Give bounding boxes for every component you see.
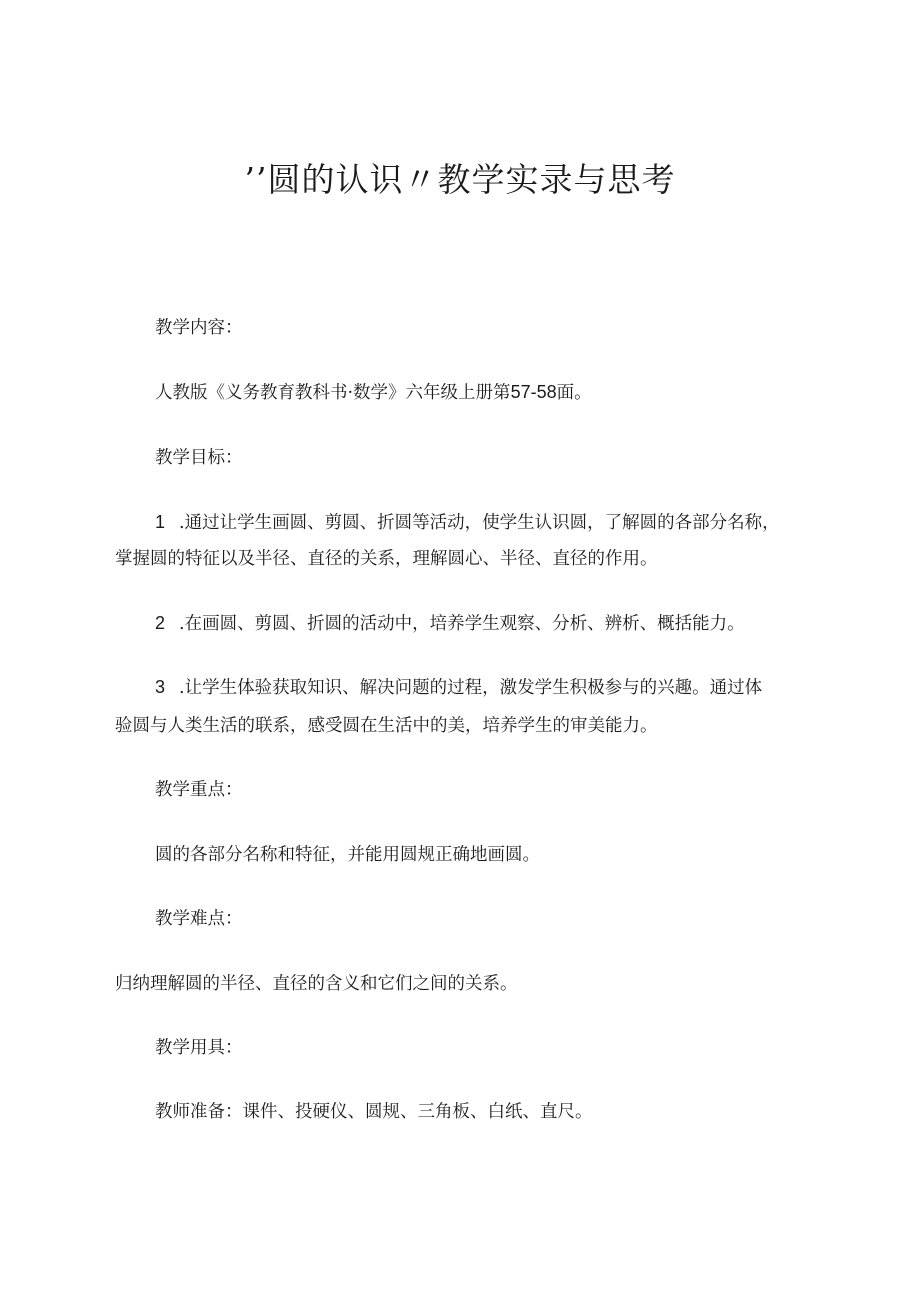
goal-2-line-1 (155, 611, 745, 636)
tools-heading: 教学用具： (155, 1038, 243, 1058)
difficulty-text: 归纳理解圆的半径、直径的含义和它们之间的关系。 (115, 974, 518, 994)
goal-2-text: .在画圆、剪圆、折圆的活动中，培养学生观察、分析、辨析、概括能力。 (179, 614, 745, 634)
document-title: ’’圆的认识〃教学实录与思考 (244, 160, 676, 199)
difficulty-heading: 教学难点： (155, 909, 243, 929)
content-text-a: 人教版《义务教育教科书·数学》六年级上册第 (155, 383, 511, 403)
content-heading: 教学内容： (155, 318, 243, 338)
goal-3-line-2: 验圆与人类生活的联系，感受圆在生活中的美，培养学生的审美能力。 (115, 716, 658, 736)
goal-1-text: .通过让学生画圆、剪圆、折圆等活动，使学生认识圆，了解圆的各部分名称， (179, 513, 780, 533)
goal-1-line-2: 掌握圆的特征以及半径、直径的关系，理解圆心、半径、直径的作用。 (115, 549, 658, 569)
goal-3-number: 3 (155, 677, 166, 697)
goal-2-number: 2 (155, 613, 166, 633)
content-text (155, 380, 592, 405)
key-heading: 教学重点： (155, 780, 243, 800)
goal-3-text: .让学生体验获取知识、解决问题的过程，激发学生积极参与的兴趣。通过体 (179, 678, 763, 698)
goal-1-line-1 (155, 510, 780, 535)
goal-1-number: 1 (155, 512, 166, 532)
key-text: 圆的各部分名称和特征，并能用圆规正确地画圆。 (155, 845, 540, 865)
content-text-b: 面。 (556, 383, 592, 403)
tools-text: 教师准备：课件、投硬仪、圆规、三角板、白纸、直尺。 (155, 1102, 593, 1122)
content-text-pages: 57-58 (510, 382, 557, 402)
goals-heading: 教学目标： (155, 448, 243, 468)
goal-3-line-1 (155, 675, 762, 700)
